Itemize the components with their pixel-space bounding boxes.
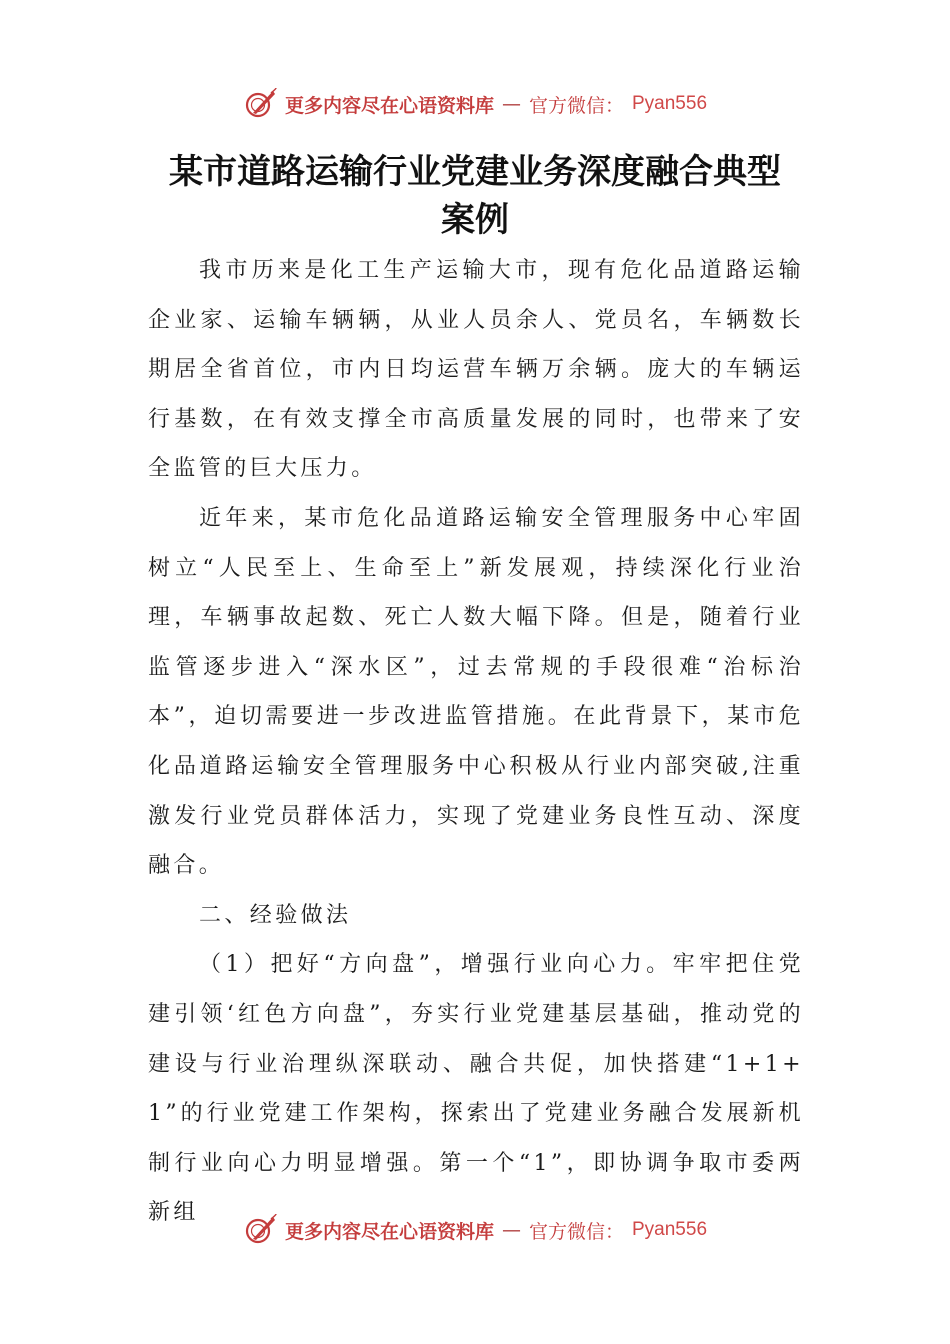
section-heading: 二、经验做法 — [199, 902, 352, 928]
quill-pen-logo-icon — [243, 87, 277, 121]
banner-main-text: 更多内容尽在心语资料库 — [284, 1220, 494, 1243]
banner-dash: — — [501, 93, 521, 115]
banner-dash: — — [501, 1219, 521, 1241]
body-paragraph: （1）把好“方向盘”，增强行业向心力。牢牢把住党建引领‘红色方向盘”，夯实行业党建基层基础，推动党的建设与行业治理纵深联动、融合共促，加快搭建“1+1+1”的行业党建工作架构，探索出了党建业务融合发展新机制行业向心力明显增强。第一个“1”，即协调争取市委两新组 — [148, 952, 804, 1226]
header-watermark-banner — [0, 84, 950, 124]
document-body — [148, 246, 804, 1226]
banner-official-label: 官方微信： — [528, 94, 624, 117]
body-paragraph: 近年来，某市危化品道路运输安全管理服务中心牢固树立“人民至上、生命至上”新发展观，持续深化行业治理，车辆事故起数、死亡人数大幅下降。但是，随着行业监管逐步进入“深水区”，过去常规的手段很难“治标治本”，迫切需要进一步改进监管措施。在此背景下，某市危化品道路运输安全管理服务中心积极从行业内部突破,注重激发行业党员群体活力，实现了党建业务良性互动、深度融合。 — [148, 505, 804, 879]
banner-official-label: 官方微信： — [528, 1220, 624, 1243]
banner-main-text: 更多内容尽在心语资料库 — [284, 94, 494, 117]
document-title-line-2: 案例 — [441, 200, 509, 240]
footer-watermark-banner — [0, 1210, 950, 1250]
banner-wechat-id: Pyan556 — [632, 1219, 708, 1240]
banner-wechat-id: Pyan556 — [632, 93, 708, 114]
body-paragraph: 我市历来是化工生产运输大市，现有危化品道路运输企业家、运输车辆辆，从业人员余人、党员名，车辆数长期居全省首位，市内日均运营车辆万余辆。庞大的车辆运行基数，在有效支撑全市高质量发展的同时，也带来了安全监管的巨大压力。 — [148, 258, 804, 482]
document-title-line-1: 某市道路运输行业党建业务深度融合典型 — [169, 152, 781, 192]
quill-pen-logo-icon — [243, 1213, 277, 1247]
